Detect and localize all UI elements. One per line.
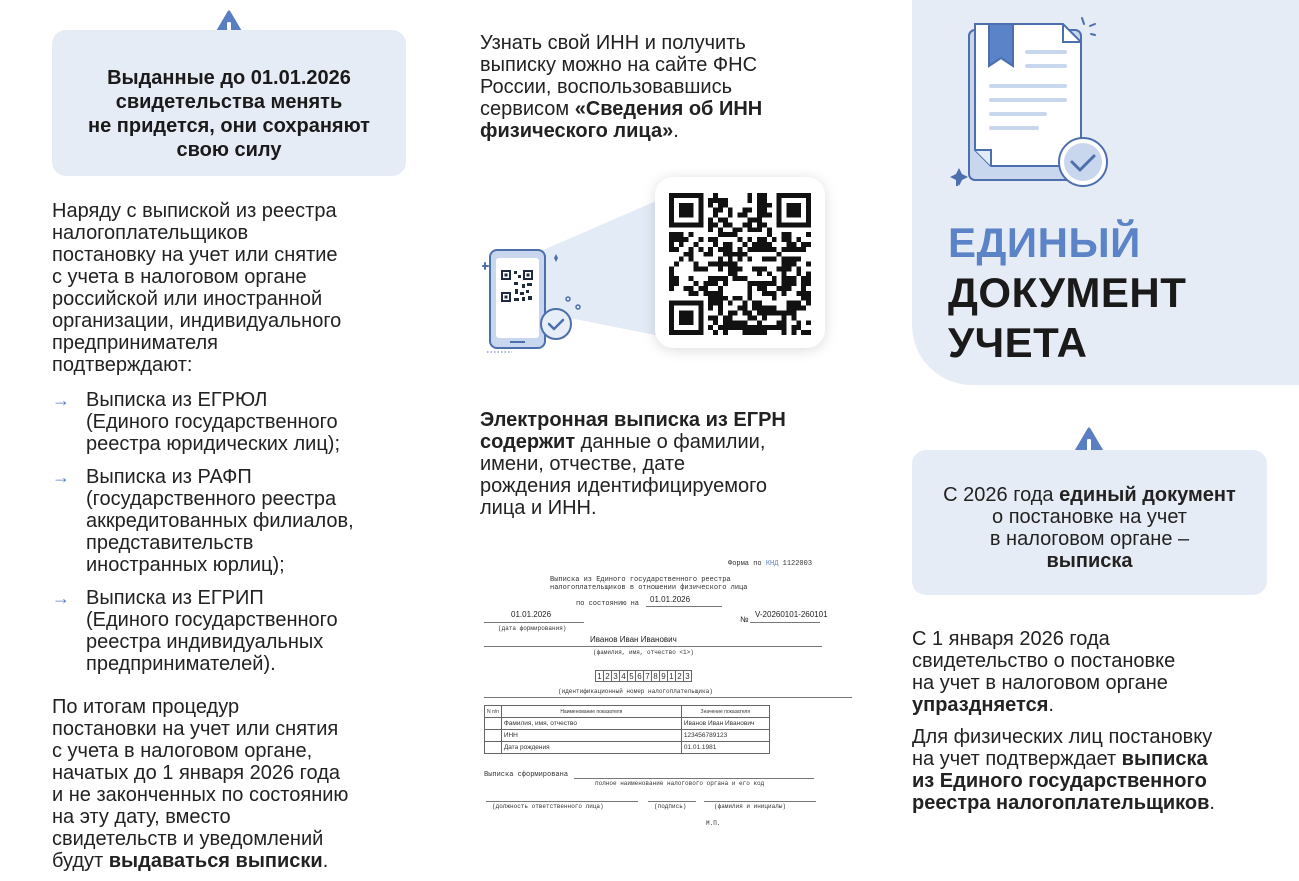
table-row [485, 730, 770, 742]
form-title-2: налогоплательщиков в отношении физического лица [550, 584, 748, 592]
page-title [948, 218, 1186, 368]
inn-digit: 2 [603, 670, 612, 682]
intro-line: организации, индивидуального [52, 310, 342, 332]
qr-code[interactable] [669, 193, 811, 335]
document-list [52, 389, 412, 686]
callout-line: Выданные до 01.01.2026 [107, 67, 351, 89]
list-line: аккредитованных филиалов, [86, 510, 354, 532]
outro-line: свидетельств и уведомлений [52, 828, 324, 850]
inn-text: . [673, 120, 679, 142]
intro-line: с учета в налоговом органе [52, 266, 307, 288]
list-line: реестра индивидуальных [86, 631, 324, 653]
title-line: УЧЕТА [948, 319, 1088, 366]
egrn-line [480, 409, 786, 431]
phone-scan-icon [482, 244, 582, 356]
intro-line: Наряду с выпиской из реестра [52, 200, 337, 222]
intro-line: налогоплательщиков [52, 222, 249, 244]
inn-digit: 3 [683, 670, 692, 682]
as-of-date: 01.01.2026 [650, 595, 691, 604]
inn-digit: 3 [611, 670, 620, 682]
intro-line: постановку на учет или снятие [52, 244, 338, 266]
outro-line: и не законченных по состоянию [52, 784, 349, 806]
table-cell: 01.01.1981 [681, 742, 769, 754]
egrn-bold: содержит [480, 431, 576, 453]
table-cell: 123456789123 [681, 730, 769, 742]
callout-line: в налоговом органе – [989, 528, 1190, 550]
inn-digit: 1 [595, 670, 604, 682]
callout-single-document [912, 450, 1267, 595]
inn-line: выписку можно на сайте ФНС [480, 54, 758, 76]
formed-by-label: Выписка сформирована [484, 771, 569, 779]
person-name: Иванов Иван Иванович [590, 635, 677, 644]
p2-line [912, 748, 1215, 770]
list-line: иностранных юрлиц); [86, 554, 285, 576]
inn-digit: 9 [659, 670, 668, 682]
arrow-right-icon: → [52, 390, 70, 410]
p2-line [912, 792, 1215, 814]
list-line: представительств [86, 532, 254, 554]
egrn-paragraph [480, 409, 786, 519]
inn-line: России, воспользовавшись [480, 76, 733, 98]
table-cell [485, 718, 502, 730]
title-line: ЕДИНЫЙ [948, 219, 1141, 266]
egrn-line: имени, отчестве, дате [480, 453, 685, 475]
callout-bold: единый документ [1059, 484, 1236, 506]
p2-line: из Единого государственного [912, 770, 1207, 792]
list-line: (государственного реестра [86, 488, 337, 510]
number-sign: № [740, 615, 749, 624]
outro-line: с учета в налоговом органе, [52, 740, 313, 762]
table-cell: Иванов Иван Иванович [681, 718, 769, 730]
formed-date: 01.01.2026 [511, 610, 552, 619]
outro-line: на эту дату, вместо [52, 806, 231, 828]
callout-certificates-valid [52, 30, 406, 176]
form-code-value: 1122003 [782, 560, 813, 568]
list-line: Выписка из ЕГРЮЛ [86, 389, 268, 411]
egrn-text: данные о фамилии, [575, 431, 766, 453]
callout-line: выписка [1046, 550, 1133, 572]
p2-bold: реестра налогоплательщиков [912, 792, 1210, 814]
outro-text: будут [52, 850, 109, 872]
table-cell: Дата рождения [501, 742, 681, 754]
table-cell: Фамилия, имя, отчество [501, 718, 681, 730]
inn-digit: 4 [619, 670, 628, 682]
egrn-bold: Электронная выписка из ЕГРН [480, 409, 786, 431]
callout-line: о постановке на учет [992, 506, 1187, 528]
extract-table [484, 705, 770, 754]
p2-bold: выписка [1121, 748, 1208, 770]
inn-digit: 1 [667, 670, 676, 682]
sign-caption: (фамилия и инициалы) [714, 803, 787, 810]
list-line: Выписка из ЕГРИП [86, 587, 264, 609]
outro-line-last [52, 850, 348, 872]
p2-line: Для физических лиц постановку [912, 726, 1213, 748]
list-item-egrul [52, 389, 412, 455]
inn-digit: 2 [675, 670, 684, 682]
inn-line [480, 98, 762, 120]
stamp-label: М.П. [706, 820, 721, 827]
list-line: (Единого государственного [86, 411, 338, 433]
form-code [728, 560, 812, 568]
callout-line: свою силу [176, 139, 282, 161]
table-header: Наименование показателя [501, 706, 681, 718]
inn-caption: (идентификационный номер налогоплательщика) [558, 688, 713, 695]
outro-text: . [322, 850, 329, 872]
sign-caption: (должность ответственного лица) [492, 803, 604, 810]
outro-paragraph [52, 696, 348, 872]
outro-line: постановки на учет или снятия [52, 718, 339, 740]
p1-line: С 1 января 2026 года [912, 628, 1110, 650]
list-line: (Единого государственного [86, 609, 338, 631]
title-line: ДОКУМЕНТ [948, 269, 1187, 316]
egrn-line: рождения идентифицируемого [480, 475, 768, 497]
table-cell: ИНН [501, 730, 681, 742]
list-line: Выписка из РАФП [86, 466, 252, 488]
inn-text: сервисом [480, 98, 575, 120]
p2-text: на учет подтверждает [912, 748, 1122, 770]
arrow-right-icon: → [52, 467, 70, 487]
p2-text: . [1209, 792, 1215, 814]
qr-finder-pattern [669, 193, 703, 227]
inn-info-paragraph [480, 32, 762, 142]
outro-bold: выдаваться выписки [108, 850, 323, 872]
inn-digit: 5 [627, 670, 636, 682]
form-code-label: Форма по [728, 560, 762, 568]
intro-line: российской или иностранной [52, 288, 323, 310]
extract-number: V-20260101-260101 [755, 610, 828, 619]
intro-line: подтверждают: [52, 354, 193, 376]
callout-line: не придется, они сохраняют [88, 115, 370, 137]
arrow-right-icon: → [52, 588, 70, 608]
egrn-line: лица и ИНН. [480, 497, 597, 519]
table-row [485, 718, 770, 730]
p1-line [912, 694, 1175, 716]
inn-digit: 8 [651, 670, 660, 682]
p1-bold: упраздняется [912, 694, 1049, 716]
table-header: Значение показателя [681, 706, 769, 718]
name-caption: (фамилия, имя, отчество <1>) [593, 649, 694, 656]
table-header-row [485, 706, 770, 718]
sign-caption: (подпись) [654, 803, 687, 810]
document-check-icon [945, 16, 1115, 192]
inn-service-link: «Сведения об ИНН [574, 98, 763, 120]
list-line: предпринимателей). [86, 653, 276, 675]
inn-digit-boxes [596, 670, 692, 682]
qr-finder-pattern [777, 193, 811, 227]
intro-paragraph [52, 200, 341, 376]
inn-line [480, 120, 762, 142]
list-item-egrip [52, 587, 412, 675]
p1-line: свидетельство о постановке [912, 650, 1176, 672]
abolition-paragraph [912, 628, 1175, 716]
inn-digit: 6 [635, 670, 644, 682]
list-item-rafp [52, 466, 412, 576]
table-header: N п/п [485, 706, 502, 718]
formed-caption: (дата формирования) [498, 625, 567, 632]
egrn-extract-sample [478, 553, 852, 853]
table-row [485, 742, 770, 754]
qr-code-card[interactable] [655, 177, 825, 348]
p1-line: на учет в налоговом органе [912, 672, 1168, 694]
individuals-paragraph [912, 726, 1215, 814]
form-title-1: Выписка из Единого государственного реестра [550, 576, 731, 584]
form-code-knd: КНД [765, 560, 779, 568]
outro-line: По итогам процедур [52, 696, 240, 718]
inn-service-link: физического лица» [480, 120, 674, 142]
callout-line [912, 484, 1267, 506]
callout-text: С 2026 года [943, 484, 1060, 506]
intro-line: предпринимателя [52, 332, 218, 354]
as-of-label: по состоянию на [576, 600, 640, 608]
qr-finder-pattern [669, 301, 703, 335]
egrn-line [480, 431, 786, 453]
inn-line: Узнать свой ИНН и получить [480, 32, 746, 54]
table-cell [485, 742, 502, 754]
table-cell [485, 730, 502, 742]
outro-line: начатых до 1 января 2026 года [52, 762, 341, 784]
inn-digit: 7 [643, 670, 652, 682]
callout-line: свидетельства менять [115, 91, 343, 113]
organ-caption: полное наименование налогового органа и его код [595, 780, 765, 787]
p1-text: . [1048, 694, 1054, 716]
list-line: реестра юридических лиц); [86, 433, 341, 455]
